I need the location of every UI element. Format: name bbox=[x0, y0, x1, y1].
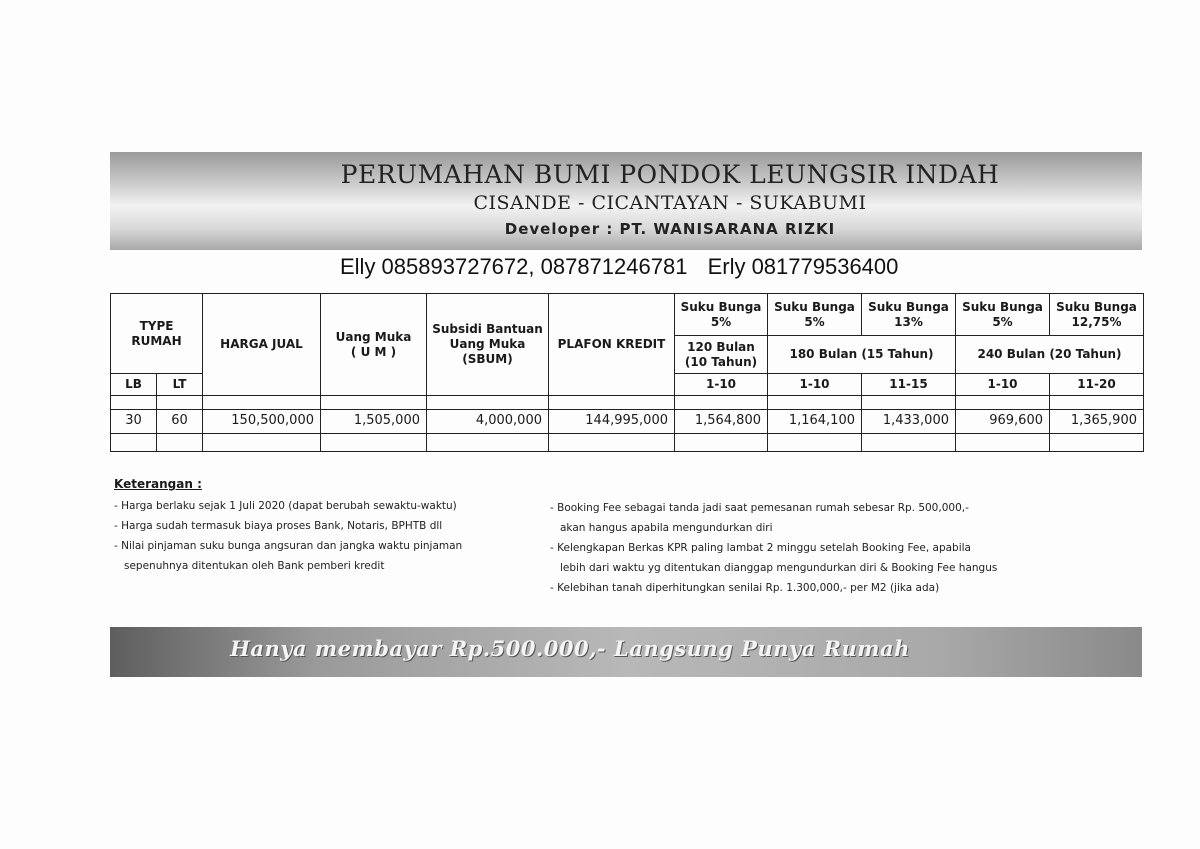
footer-slogan: Hanya membayar Rp.500.000,- Langsung Punya Rumah bbox=[230, 636, 910, 661]
tenor-240: 240 Bulan (20 Tahun) bbox=[956, 336, 1144, 374]
note-item: - Harga berlaku sejak 1 Juli 2020 (dapat berubah sewaktu-waktu) bbox=[114, 500, 457, 512]
table-row bbox=[111, 410, 1144, 434]
note-item: - Booking Fee sebagai tanda jadi saat pemesanan rumah sebesar Rp. 500,000,- bbox=[550, 502, 969, 514]
year-range-1: 1-10 bbox=[675, 374, 768, 396]
cell-angsuran-5: 1,365,900 bbox=[1050, 410, 1144, 434]
rate-label: Suku Bunga bbox=[962, 299, 1043, 314]
cell-angsuran-2: 1,164,100 bbox=[768, 410, 862, 434]
note-item-continued: sepenuhnya ditentukan oleh Bank pemberi kredit bbox=[124, 560, 385, 572]
notes-right bbox=[550, 498, 1020, 598]
contact-elly: Elly 085893727672, 087871246781 bbox=[340, 254, 688, 279]
table-spacer-row bbox=[111, 434, 1144, 452]
header-uang-muka-abbr: ( U M ) bbox=[350, 344, 397, 359]
note-item-continued: akan hangus apabila mengundurkan diri bbox=[560, 522, 773, 534]
header-sbum-line1: Subsidi Bantuan bbox=[432, 322, 543, 336]
notes-title: Keterangan : bbox=[114, 477, 202, 491]
header-lt: LT bbox=[157, 374, 203, 396]
cell-angsuran-1: 1,564,800 bbox=[675, 410, 768, 434]
contact-line bbox=[340, 254, 912, 280]
cell-plafon: 144,995,000 bbox=[549, 410, 675, 434]
cell-sbum: 4,000,000 bbox=[427, 410, 549, 434]
cell-harga-jual: 150,500,000 bbox=[203, 410, 321, 434]
header-lb: LB bbox=[111, 374, 157, 396]
header-plafon: PLAFON KREDIT bbox=[549, 294, 675, 396]
rate-percent: 13% bbox=[894, 314, 923, 329]
rate-header-3 bbox=[862, 294, 956, 336]
notes-left bbox=[114, 496, 534, 576]
header-harga-jual: HARGA JUAL bbox=[203, 294, 321, 396]
header-type-rumah: TYPE RUMAH bbox=[111, 294, 203, 374]
header-sbum bbox=[427, 294, 549, 396]
year-range-3: 11-15 bbox=[862, 374, 956, 396]
note-item: - Harga sudah termasuk biaya proses Bank, Notaris, BPHTB dll bbox=[114, 520, 443, 532]
note-item-continued: lebih dari waktu yg ditentukan dianggap mengundurkan diri & Booking Fee hangus bbox=[560, 562, 998, 574]
cell-angsuran-3: 1,433,000 bbox=[862, 410, 956, 434]
header-uang-muka bbox=[321, 294, 427, 396]
rate-header-1 bbox=[675, 294, 768, 336]
rate-header-2 bbox=[768, 294, 862, 336]
note-item: - Kelebihan tanah diperhitungkan senilai Rp. 1.300,000,- per M2 (jika ada) bbox=[550, 582, 940, 594]
tenor-120-months: 120 Bulan bbox=[687, 339, 755, 354]
year-range-4: 1-10 bbox=[956, 374, 1050, 396]
price-table bbox=[110, 293, 1144, 452]
cell-angsuran-4: 969,600 bbox=[956, 410, 1050, 434]
cell-lt: 60 bbox=[157, 410, 203, 434]
contact-erly: Erly 081779536400 bbox=[707, 254, 899, 279]
cell-uang-muka: 1,505,000 bbox=[321, 410, 427, 434]
year-range-5: 11-20 bbox=[1050, 374, 1144, 396]
location-subtitle: CISANDE - CICANTAYAN - SUKABUMI bbox=[473, 192, 867, 214]
rate-label: Suku Bunga bbox=[868, 299, 949, 314]
rate-header-4 bbox=[956, 294, 1050, 336]
rate-header-5 bbox=[1050, 294, 1144, 336]
rate-percent: 5% bbox=[992, 314, 1013, 329]
rate-label: Suku Bunga bbox=[1056, 299, 1137, 314]
note-item: - Nilai pinjaman suku bunga angsuran dan jangka waktu pinjaman bbox=[114, 540, 463, 552]
rate-label: Suku Bunga bbox=[680, 299, 762, 314]
housing-title: PERUMAHAN BUMI PONDOK LEUNGSIR INDAH bbox=[340, 160, 1000, 189]
rate-percent: 5% bbox=[710, 314, 732, 329]
table-spacer-row bbox=[111, 396, 1144, 410]
year-range-2: 1-10 bbox=[768, 374, 862, 396]
tenor-120 bbox=[675, 336, 768, 374]
developer-name: Developer : PT. WANISARANA RIZKI bbox=[504, 220, 836, 238]
header-sbum-line3: (SBUM) bbox=[462, 352, 513, 366]
rate-percent: 5% bbox=[804, 314, 825, 329]
header-uang-muka-label: Uang Muka bbox=[335, 329, 412, 344]
tenor-120-years: (10 Tahun) bbox=[684, 354, 758, 369]
rate-percent: 12,75% bbox=[1071, 314, 1122, 329]
cell-lb: 30 bbox=[111, 410, 157, 434]
note-item: - Kelengkapan Berkas KPR paling lambat 2 minggu setelah Booking Fee, apabila bbox=[550, 542, 971, 554]
tenor-180: 180 Bulan (15 Tahun) bbox=[768, 336, 956, 374]
rate-label: Suku Bunga bbox=[774, 299, 855, 314]
header-sbum-line2: Uang Muka bbox=[449, 337, 526, 351]
